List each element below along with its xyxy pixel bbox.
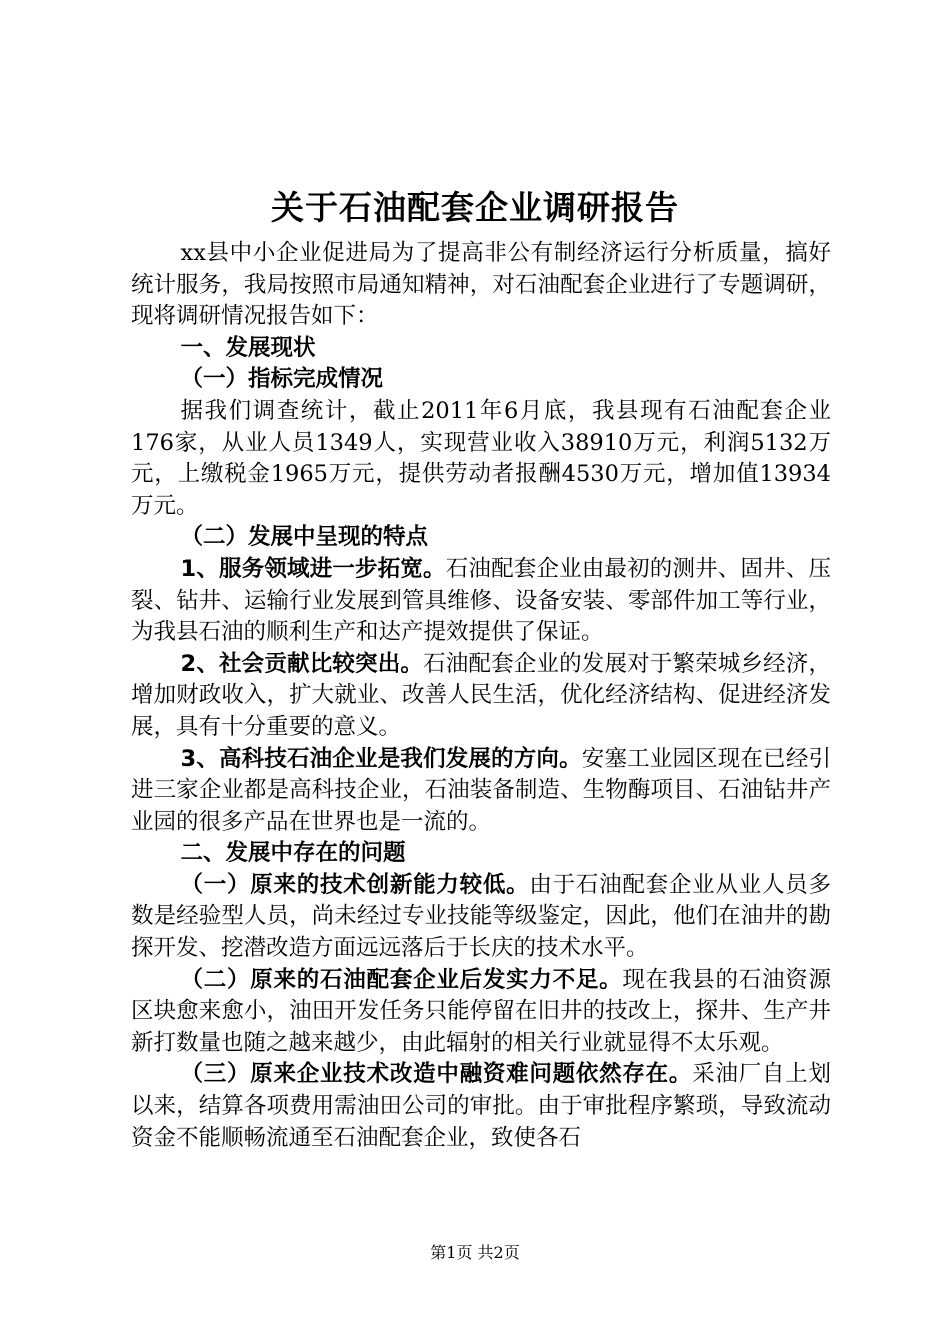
document-title: 关于石油配套企业调研报告 (271, 188, 679, 227)
feature-point-3 (131, 744, 831, 839)
page-number-footer: 第1页 共2页 (430, 1243, 520, 1262)
feature-point-1-text: 石油配套企业由最初的测井、固井、压裂、钻井、运输行业发展到管具维修、设备安装、零部件加工等行业，为我县石油的顺利生产和达产提效提供了保证。 (131, 555, 831, 646)
feature-point-2-lead: 2、社会贡献比较突出。 (180, 650, 424, 677)
problem-1-text: 由于石油配套企业从业人员多数是经验型人员，尚未经过专业技能等级鉴定，因此，他们在油井的勘探开发、挖潜改造方面远远落后于长庆的技术水平。 (131, 871, 831, 962)
subheading-indicators: （一）指标完成情况 (180, 366, 384, 393)
document-body (131, 238, 831, 1154)
problem-2 (131, 965, 831, 1060)
feature-point-2-text: 石油配套企业的发展对于繁荣城乡经济，增加财政收入，扩大就业、改善人民生活，优化经济结构、促进经济发展，具有十分重要的意义。 (131, 650, 831, 740)
section-heading-problems: 二、发展中存在的问题 (180, 840, 406, 867)
problem-3-lead: （三）原来企业技术改造中融资难问题依然存在。 (180, 1061, 693, 1088)
feature-point-1-lead: 1、服务领域进一步拓宽。 (180, 555, 446, 582)
subheading-features: （二）发展中呈现的特点 (180, 524, 429, 551)
problem-2-lead: （二）原来的石油配套企业后发实力不足。 (180, 966, 623, 993)
section-heading-status: 一、发展现状 (180, 334, 316, 361)
problem-3-text: 采油厂自上划以来，结算各项费用需油田公司的审批。由于审批程序繁琐，导致流动资金不能顺畅流通至石油配套企业，致使各石 (131, 1061, 831, 1151)
feature-point-1 (131, 554, 831, 649)
problem-1-lead: （一）原来的技术创新能力较低。 (180, 871, 530, 898)
feature-point-3-text: 安塞工业园区现在已经引进三家企业都是高科技企业，石油装备制造、生物酶项目、石油钻井产业园的很多产品在世界也是一流的。 (131, 745, 831, 835)
problem-2-text: 现在我县的石油资源区块愈来愈小，油田开发任务只能停留在旧井的技改上，探井、生产井新打数量也随之越来越少，由此辐射的相关行业就显得不太乐观。 (131, 966, 831, 1056)
feature-point-2 (131, 649, 831, 744)
problem-3 (131, 1059, 831, 1154)
intro-paragraph: xx县中小企业促进局为了提高非公有制经济运行分析质量，搞好统计服务，我局按照市局通知精神，对石油配套企业进行了专题调研，现将调研情况报告如下： (131, 240, 831, 330)
feature-point-3-lead: 3、高科技石油企业是我们发展的方向。 (180, 745, 582, 772)
problem-1 (131, 870, 831, 965)
indicators-paragraph: 据我们调查统计，截止2011年6月底，我县现有石油配套企业176家，从业人员1349人，实现营业收入38910万元，利润5132万元，上缴税金1965万元，提供劳动者报酬4530万元，增加值13934万元。 (131, 397, 831, 519)
